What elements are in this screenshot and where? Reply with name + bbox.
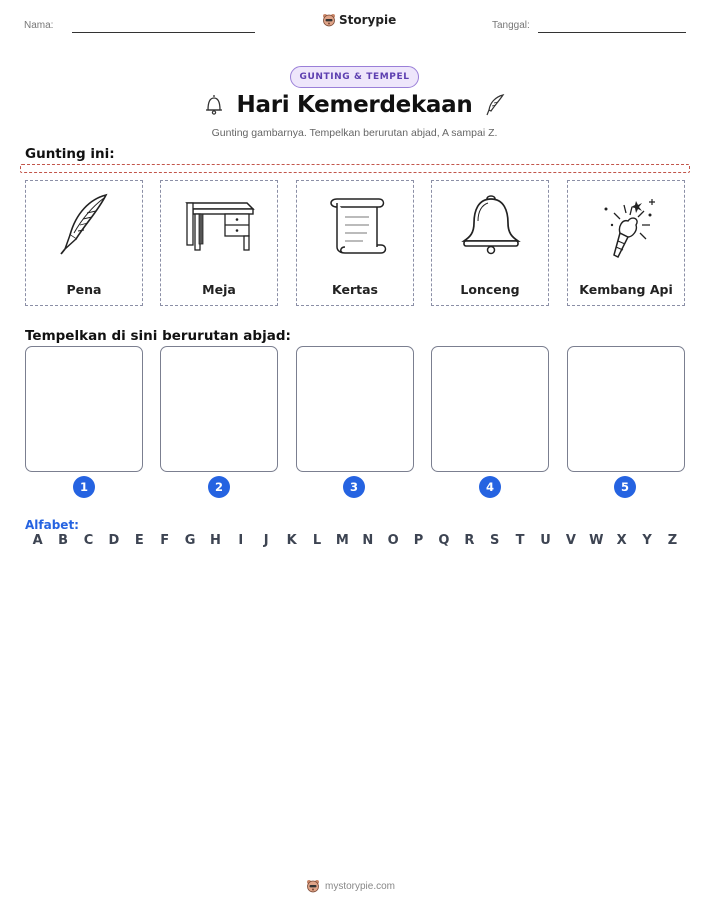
page-title: Hari Kemerdekaan [236,92,473,118]
cut-card-kertas[interactable] [296,180,414,306]
paper-scroll-icon [321,189,391,261]
cut-card-kembang-api[interactable] [567,180,685,306]
card-label: Meja [202,282,236,297]
paste-box-3[interactable] [296,346,414,472]
alphabet-letter: P [413,533,424,548]
storypie-mascot-icon [306,879,320,893]
alphabet-letter: K [286,533,297,548]
footer [306,879,395,893]
paste-box-1[interactable] [25,346,143,472]
order-number-3: 3 [343,476,365,498]
date-line [538,32,686,33]
order-number-1: 1 [73,476,95,498]
alphabet-letter: L [312,533,322,548]
alphabet-letter: D [108,533,120,548]
brand-name: Storypie [339,13,397,27]
alphabet-letter: U [540,533,551,548]
date-label: Tanggal: [492,20,530,31]
alphabet-letter: M [335,533,349,548]
firework-icon [592,189,662,261]
alphabet-letter: G [184,533,196,548]
order-number-4: 4 [479,476,501,498]
alphabet-letter: R [464,533,475,548]
cut-line [20,164,690,173]
storypie-mascot-icon [322,13,336,27]
alphabet-label: Alfabet: [25,518,79,532]
alphabet-letter: I [238,533,244,548]
card-label: Kertas [332,282,378,297]
card-label: Lonceng [460,282,520,297]
alphabet-letter: J [263,533,269,548]
alphabet-letter: S [490,533,500,548]
cut-card-pena[interactable] [25,180,143,306]
cut-card-lonceng[interactable] [431,180,549,306]
alphabet-letter: W [589,533,604,548]
alphabet-letter: A [32,533,43,548]
alphabet-letter: F [160,533,170,548]
alphabet-letter: B [58,533,69,548]
alphabet-letter: N [362,533,374,548]
name-label: Nama: [24,20,54,31]
quill-icon [482,92,508,118]
card-label: Kembang Api [579,282,673,297]
alphabet-row [25,533,685,548]
alphabet-letter: X [616,533,627,548]
desk-icon [185,189,255,261]
paste-section-label: Tempelkan di sini berurutan abjad: [25,328,291,344]
activity-badge: GUNTING & TEMPEL [290,66,419,88]
order-number-5: 5 [614,476,636,498]
alphabet-letter: C [83,533,94,548]
paste-box-5[interactable] [567,346,685,472]
alphabet-letter: Z [667,533,678,548]
cut-card-meja[interactable] [160,180,278,306]
alphabet-letter: O [387,533,399,548]
instructions: Gunting gambarnya. Tempelkan berurutan abjad, A sampai Z. [211,127,498,139]
alphabet-letter: Q [438,533,450,548]
order-number-2: 2 [208,476,230,498]
alphabet-letter: Y [642,533,652,548]
cut-section-label: Gunting ini: [25,146,115,162]
alphabet-letter: T [515,533,525,548]
alphabet-letter: E [134,533,144,548]
paste-box-4[interactable] [431,346,549,472]
footer-site: mystorypie.com [325,880,396,892]
alphabet-letter: H [209,533,221,548]
bell-icon [456,189,526,261]
brand-logo [322,13,396,27]
card-label: Pena [66,282,102,297]
name-line [72,32,255,33]
alphabet-letter: V [565,533,576,548]
quill-pen-icon [50,189,120,261]
paste-box-2[interactable] [160,346,278,472]
